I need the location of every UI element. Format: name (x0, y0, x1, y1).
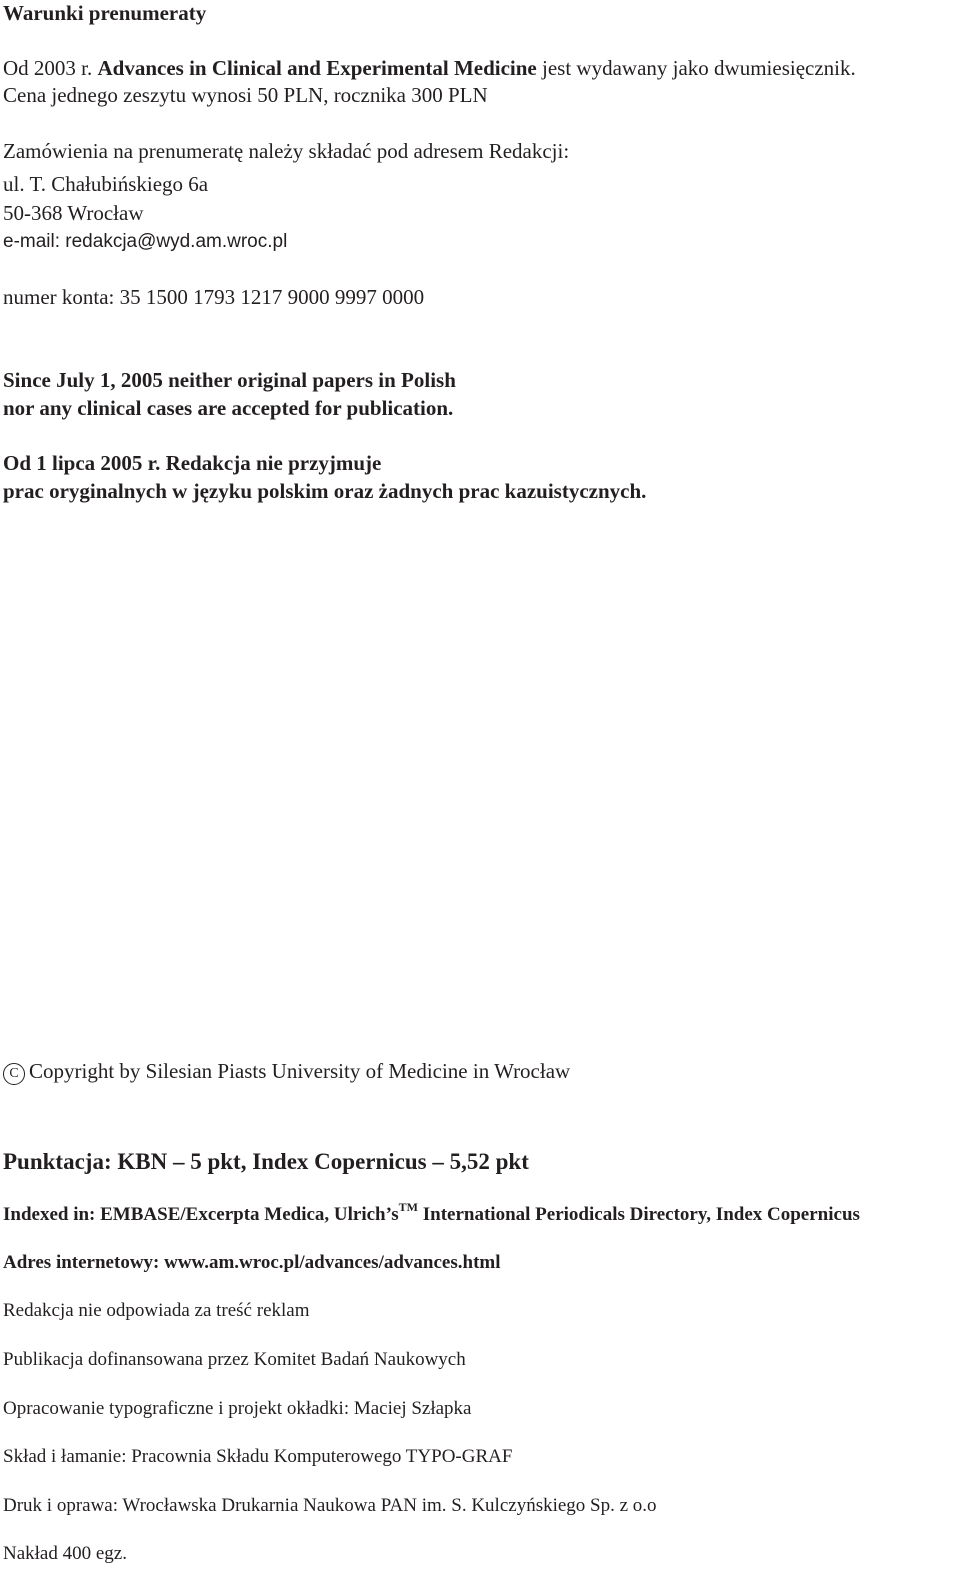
design-credit: Opracowanie typograficzne i projekt okładki: Maciej Szłapka (3, 1398, 472, 1419)
policy-en-line1: Since July 1, 2005 neither original papers in Polish (3, 368, 456, 392)
city-address: 50-368 Wrocław (3, 201, 144, 225)
orders-line: Zamówienia na prenumeratę należy składać pod adresem Redakcji: (3, 139, 570, 163)
email-address: e-mail: redakcja@wyd.am.wroc.pl (3, 231, 288, 252)
indexed-pre: Indexed in: EMBASE/Excerpta Medica, Ulrich’s (3, 1204, 399, 1225)
intro-pre: Od 2003 r. (3, 56, 98, 80)
account-number: numer konta: 35 1500 1793 1217 9000 9997 0000 (3, 285, 425, 309)
indexed-line (3, 1199, 860, 1228)
website-line: Adres internetowy: www.am.wroc.pl/advances/advances.html (3, 1252, 501, 1273)
subscription-heading: Warunki prenumeraty (3, 1, 207, 25)
copyright-line (3, 1058, 570, 1085)
points-line: Punktacja: KBN – 5 pkt, Index Copernicus – 5,52 pkt (3, 1149, 529, 1174)
printing-credit: Druk i oprawa: Wrocławska Drukarnia Naukowa PAN im. S. Kulczyńskiego Sp. z o.o (3, 1495, 657, 1516)
copyright-text: Copyright by Silesian Piasts University of Medicine in Wrocław (29, 1059, 571, 1083)
ads-disclaimer: Redakcja nie odpowiada za treść reklam (3, 1300, 310, 1321)
trademark-mark: TM (398, 1199, 418, 1214)
price-line: Cena jednego zeszytu wynosi 50 PLN, rocznika 300 PLN (3, 83, 488, 107)
funding-line: Publikacja dofinansowana przez Komitet Badań Naukowych (3, 1349, 466, 1370)
policy-en-line2: nor any clinical cases are accepted for publication. (3, 396, 454, 420)
street-address: ul. T. Chałubińskiego 6a (3, 172, 209, 196)
copyright-icon: C (3, 1063, 25, 1085)
intro-line (3, 55, 856, 81)
intro-post: jest wydawany jako dwumiesięcznik. (536, 56, 856, 80)
circulation-line: Nakład 400 egz. (3, 1543, 127, 1564)
journal-name: Advances in Clinical and Experimental Medicine (97, 56, 537, 80)
policy-pl-line2: prac oryginalnych w języku polskim oraz żadnych prac kazuistycznych. (3, 479, 647, 503)
policy-pl-line1: Od 1 lipca 2005 r. Redakcja nie przyjmuje (3, 451, 382, 475)
typesetting-credit: Skład i łamanie: Pracownia Składu Komputerowego TYPO-GRAF (3, 1446, 513, 1467)
indexed-post: International Periodicals Directory, Index Copernicus (418, 1204, 860, 1225)
